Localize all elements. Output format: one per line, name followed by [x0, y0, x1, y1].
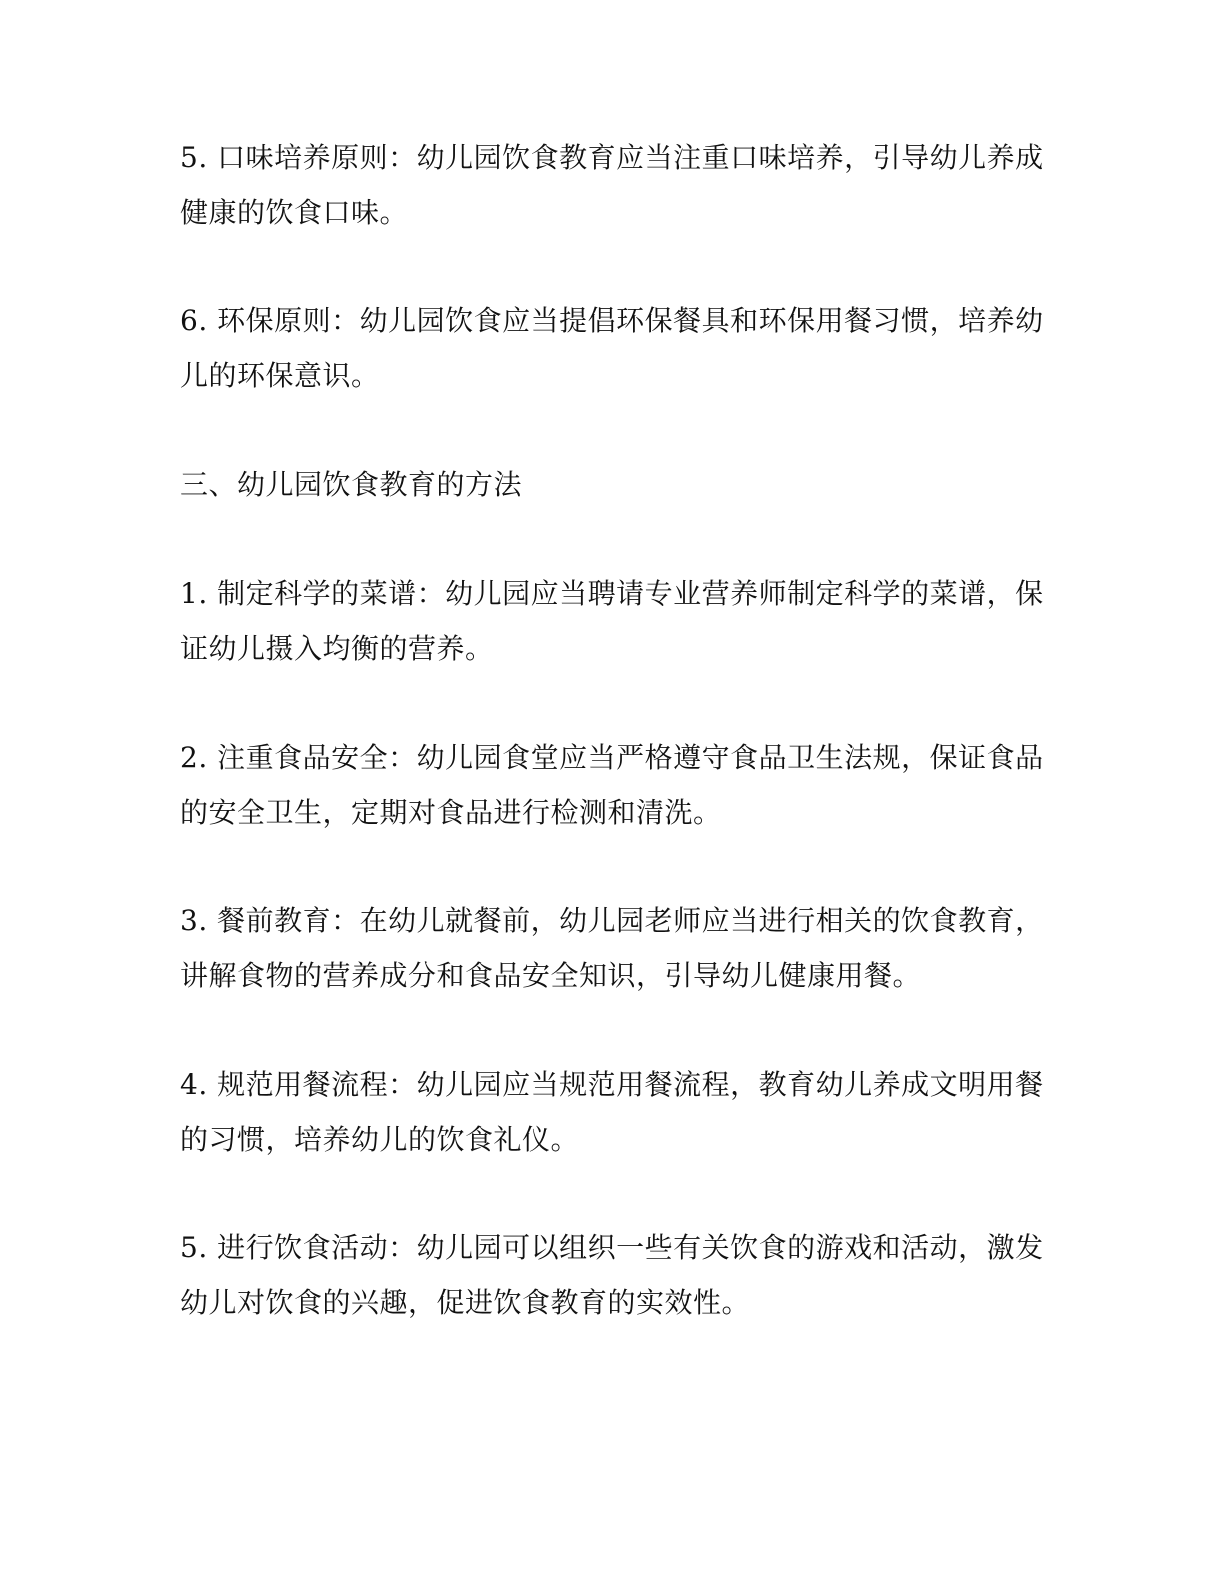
paragraph-method-pre-meal — [180, 893, 1044, 1003]
paragraph-line: 健康的饮食口味。 — [180, 196, 409, 229]
heading-line: 三、幼儿园饮食教育的方法 — [180, 468, 523, 501]
paragraph-line: 2. 注重食品安全：幼儿园食堂应当严格遵守食品卫生法规，保证食品 — [180, 741, 1044, 774]
paragraph-method-meal-process — [180, 1057, 1044, 1167]
paragraph-method-food-safety — [180, 730, 1044, 840]
paragraph-line: 证幼儿摄入均衡的营养。 — [180, 632, 494, 665]
paragraph-line: 儿的环保意识。 — [180, 359, 380, 392]
paragraph-method-activities — [180, 1220, 1044, 1330]
paragraph-line: 的安全卫生，定期对食品进行检测和清洗。 — [180, 796, 722, 829]
section-heading-methods — [180, 457, 1030, 512]
paragraph-line: 5. 口味培养原则：幼儿园饮食教育应当注重口味培养，引导幼儿养成 — [180, 141, 1044, 174]
paragraph-line: 6. 环保原则：幼儿园饮食应当提倡环保餐具和环保用餐习惯，培养幼 — [180, 304, 1044, 337]
paragraph-line: 1. 制定科学的菜谱：幼儿园应当聘请专业营养师制定科学的菜谱，保 — [180, 577, 1044, 610]
paragraph-line: 3. 餐前教育：在幼儿就餐前，幼儿园老师应当进行相关的饮食教育， — [180, 904, 1044, 937]
paragraph-line: 5. 进行饮食活动：幼儿园可以组织一些有关饮食的游戏和活动，激发 — [180, 1231, 1044, 1264]
paragraph-taste-principle — [180, 130, 1044, 240]
paragraph-eco-principle — [180, 293, 1044, 403]
paragraph-line: 讲解食物的营养成分和食品安全知识，引导幼儿健康用餐。 — [180, 959, 922, 992]
paragraph-method-menu — [180, 566, 1044, 676]
paragraph-line: 的习惯，培养幼儿的饮食礼仪。 — [180, 1123, 580, 1156]
paragraph-line: 幼儿对饮食的兴趣，促进饮食教育的实效性。 — [180, 1286, 751, 1319]
paragraph-line: 4. 规范用餐流程：幼儿园应当规范用餐流程，教育幼儿养成文明用餐 — [180, 1068, 1044, 1101]
